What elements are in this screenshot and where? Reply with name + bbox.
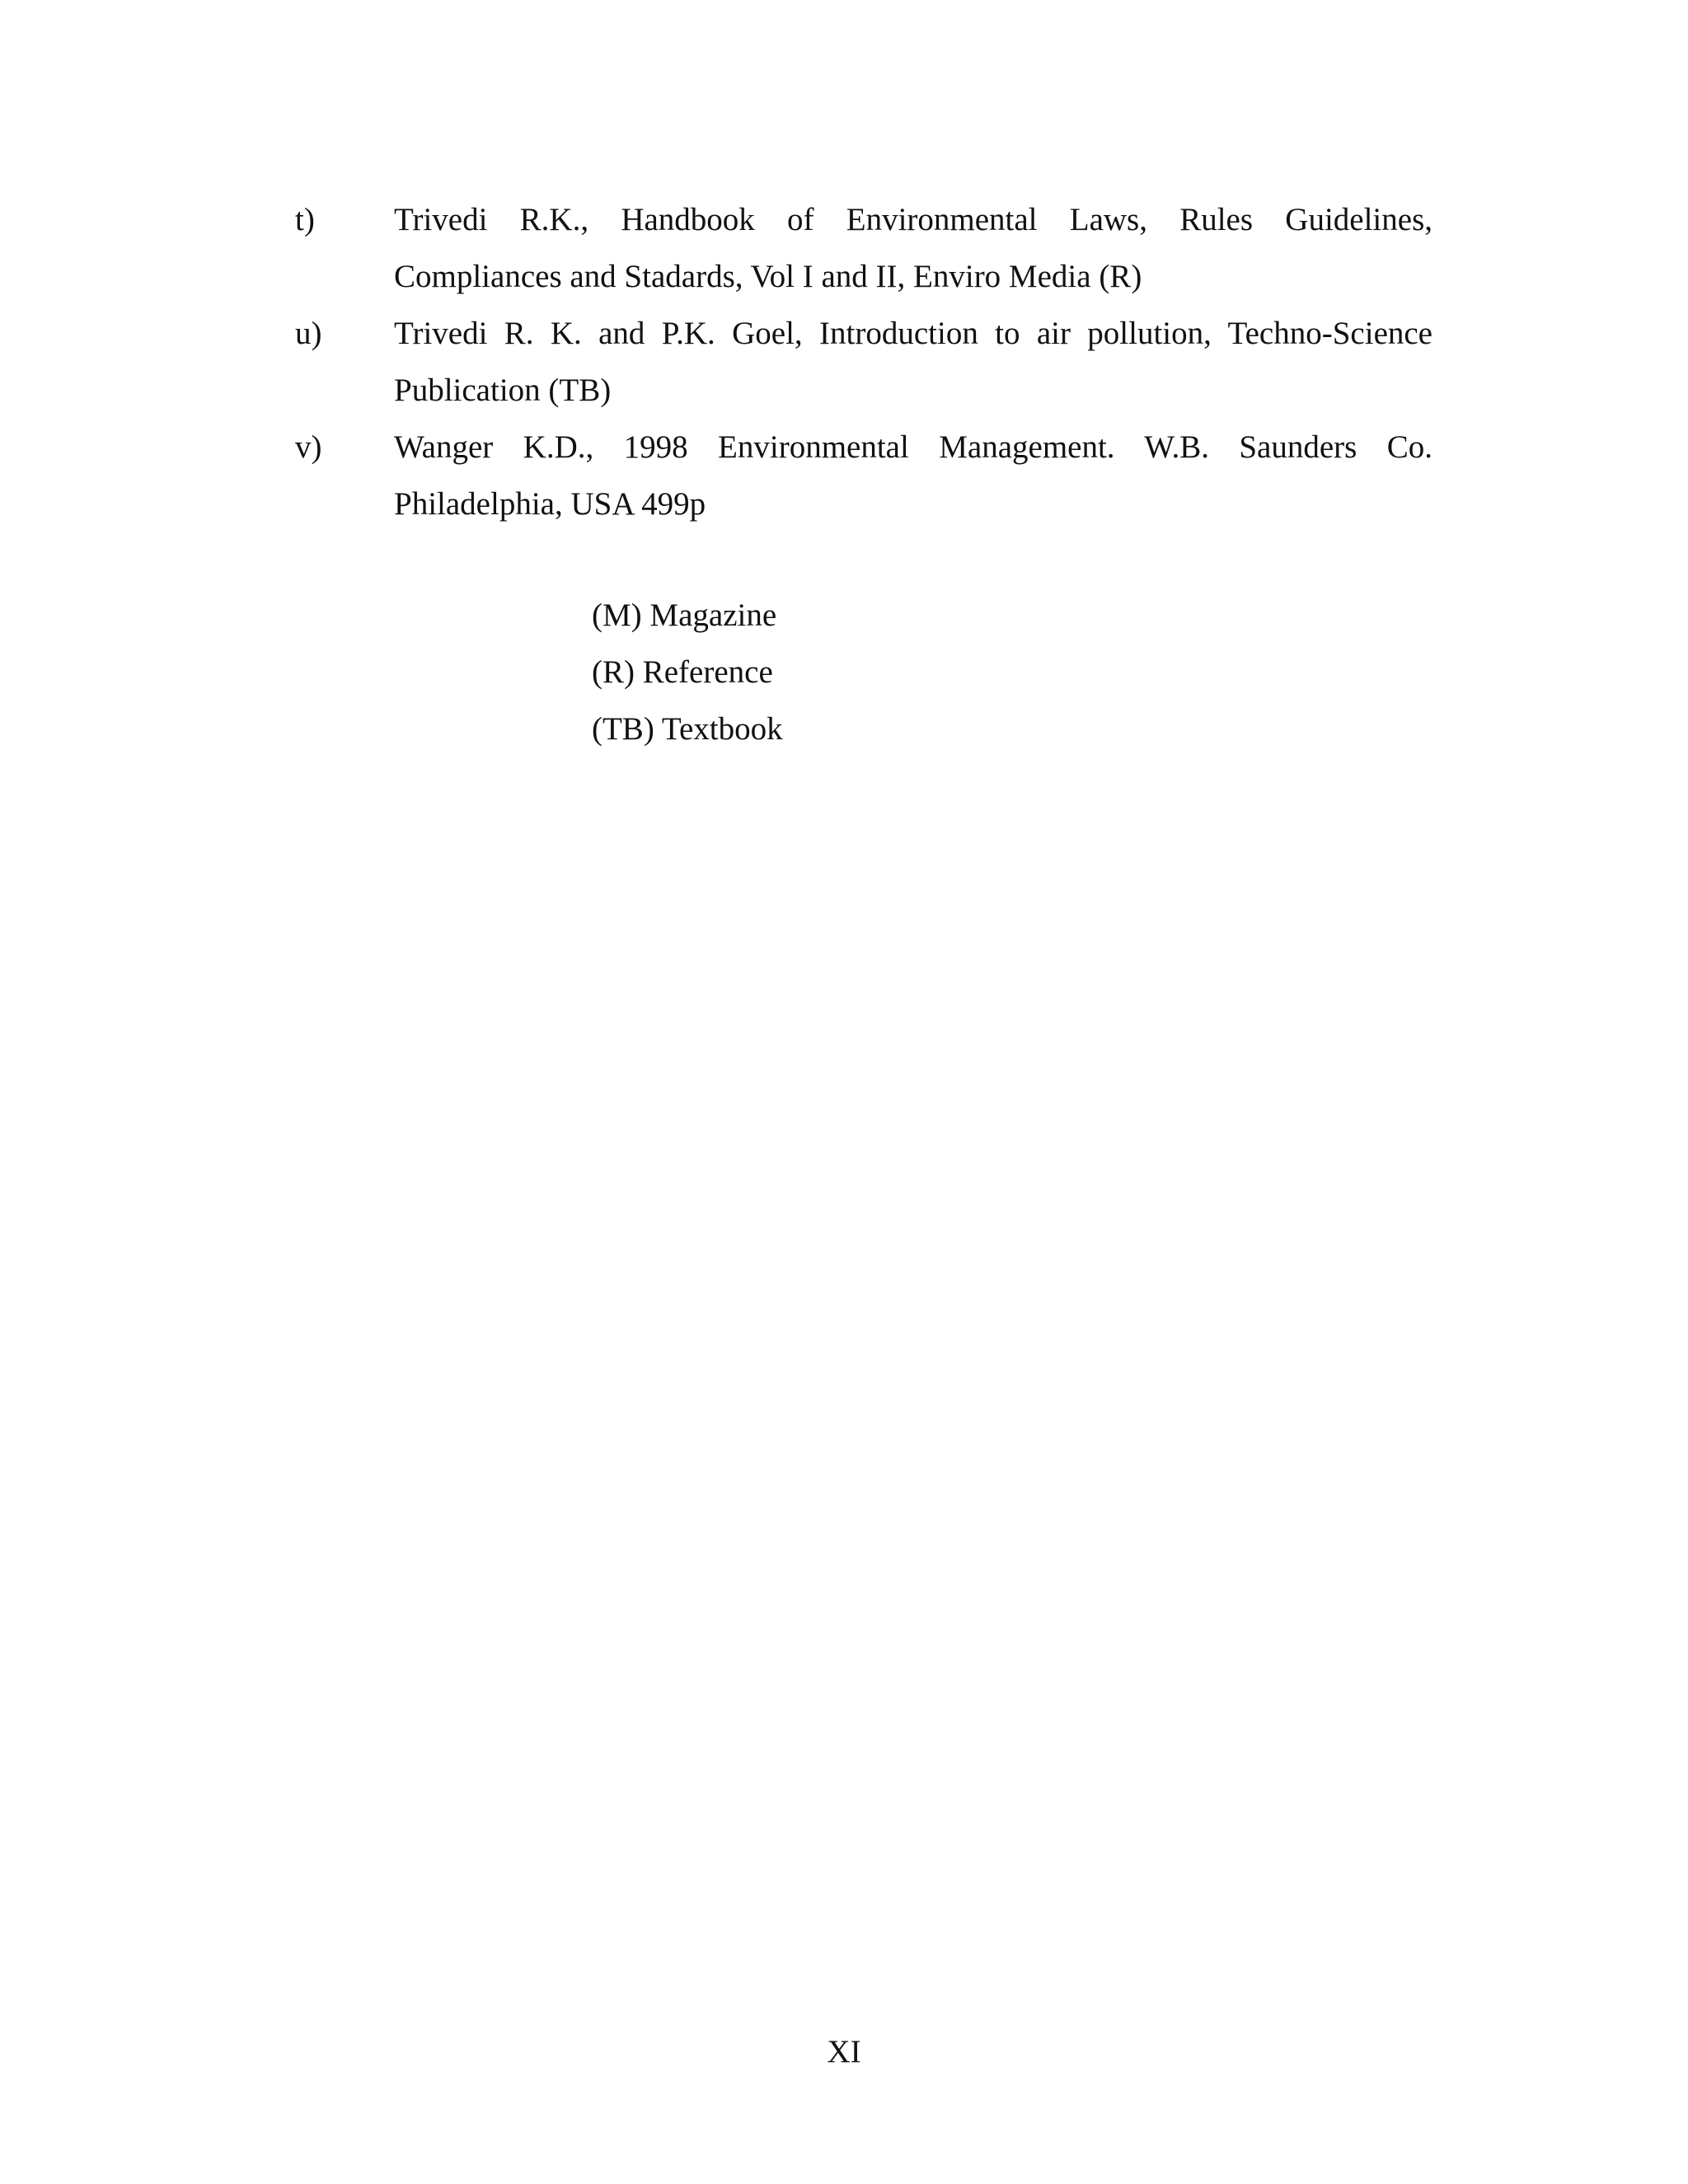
abbreviation-legend <box>592 587 783 757</box>
reference-list <box>295 191 1432 532</box>
reference-label: t) <box>295 202 315 237</box>
page-number: XI <box>827 2034 861 2069</box>
reference-item-v <box>295 419 1432 532</box>
legend-textbook: (TB) Textbook <box>592 711 783 747</box>
legend-magazine: (M) Magazine <box>592 598 777 633</box>
reference-text: Wanger K.D., 1998 Environmental Management. W.B. Saunders Co. Philadelphia, USA 499p <box>394 429 1432 522</box>
reference-text: Trivedi R.K., Handbook of Environmental Laws, Rules Guidelines, Compliances and Stadards, Vol I and II, Enviro Media (R) <box>394 202 1432 294</box>
reference-label: u) <box>295 316 322 351</box>
reference-text: Trivedi R. K. and P.K. Goel, Introduction to air pollution, Techno-Science Publication (TB) <box>394 316 1432 408</box>
legend-reference: (R) Reference <box>592 654 773 690</box>
reference-label: v) <box>295 429 322 465</box>
reference-item-u <box>295 305 1432 419</box>
reference-item-t <box>295 191 1432 305</box>
